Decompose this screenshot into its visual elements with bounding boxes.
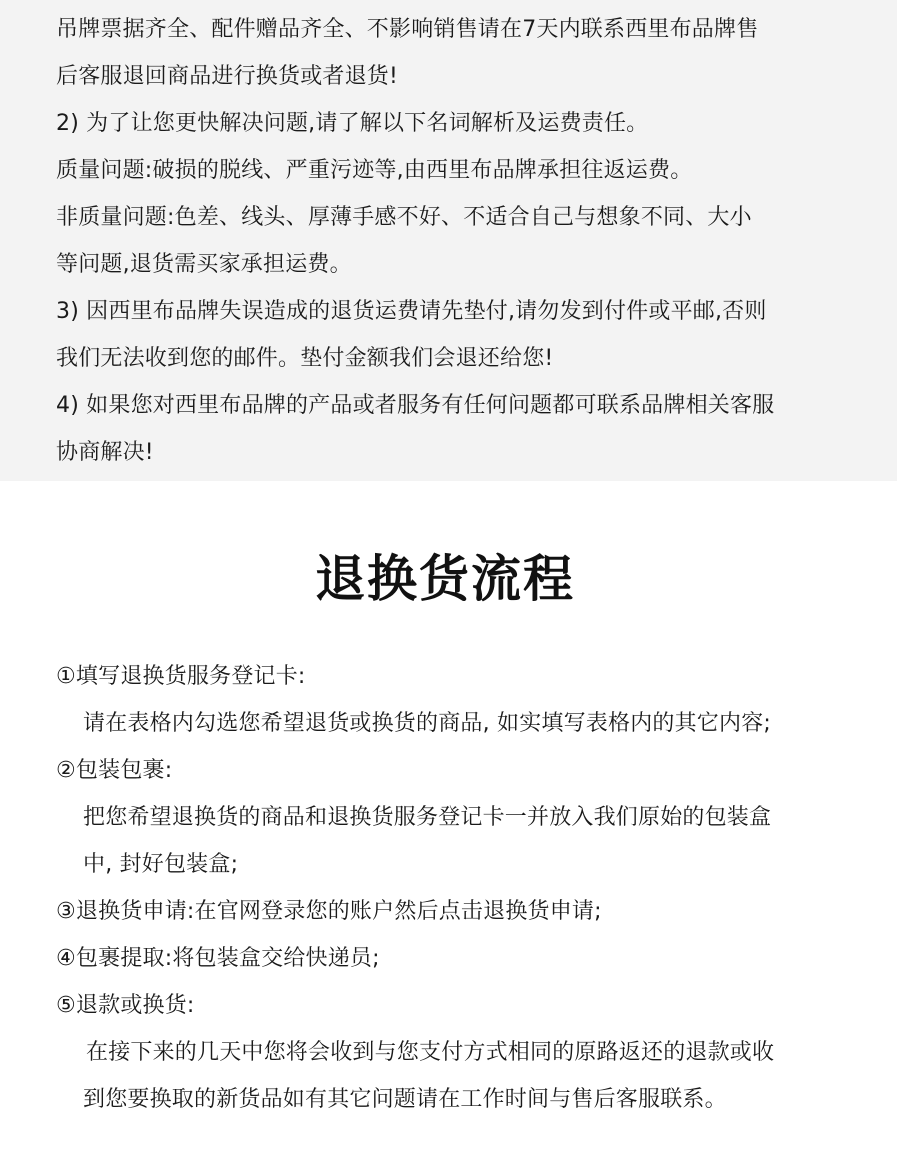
step-1-heading: ①填写退换货服务登记卡: [56, 664, 306, 689]
policy-line: 2) 为了让您更快解决问题,请了解以下名词解析及运费责任。 [56, 111, 649, 136]
policy-line: 协商解决! [56, 440, 154, 465]
step-5-detail: 在接下来的几天中您将会收到与您支付方式相同的原路返还的退款或收 [86, 1040, 775, 1065]
step-5-detail: 到您要换取的新货品如有其它问题请在工作时间与售后客服联系。 [83, 1087, 727, 1112]
step-3-heading: ③退换货申请:在官网登录您的账户然后点击退换货申请; [56, 899, 602, 924]
policy-line: 吊牌票据齐全、配件赠品齐全、不影响销售请在7天内联系西里布品牌售 [56, 17, 759, 42]
policy-line: 4) 如果您对西里布品牌的产品或者服务有任何问题都可联系品牌相关客服 [56, 393, 775, 418]
process-steps [56, 653, 876, 1123]
step-5-heading: ⑤退款或换货: [56, 993, 195, 1018]
step-4-heading: ④包裹提取:将包装盒交给快递员; [56, 946, 380, 971]
policy-line: 非质量问题:色差、线头、厚薄手感不好、不适合自己与想象不同、大小 [56, 205, 752, 230]
policy-line: 3) 因西里布品牌失误造成的退货运费请先垫付,请勿发到付件或平邮,否则 [56, 299, 767, 324]
step-1-detail: 请在表格内勾选您希望退货或换货的商品, 如实填写表格内的其它内容; [83, 711, 772, 736]
policy-line: 后客服退回商品进行换货或者退货! [56, 64, 399, 89]
policy-line: 等问题,退货需买家承担运费。 [56, 252, 352, 277]
step-2-detail: 把您希望退换货的商品和退换货服务登记卡一并放入我们原始的包装盒 [83, 805, 772, 830]
process-title: 退换货流程 [315, 550, 575, 608]
step-2-detail: 中, 封好包装盒; [83, 852, 239, 877]
policy-line: 我们无法收到您的邮件。垫付金额我们会退还给您! [56, 346, 554, 371]
policy-text [56, 6, 856, 476]
policy-line: 质量问题:破损的脱线、严重污迹等,由西里布品牌承担往返运费。 [56, 158, 693, 183]
step-2-heading: ②包装包裹: [56, 758, 173, 783]
policy-panel [0, 0, 897, 481]
